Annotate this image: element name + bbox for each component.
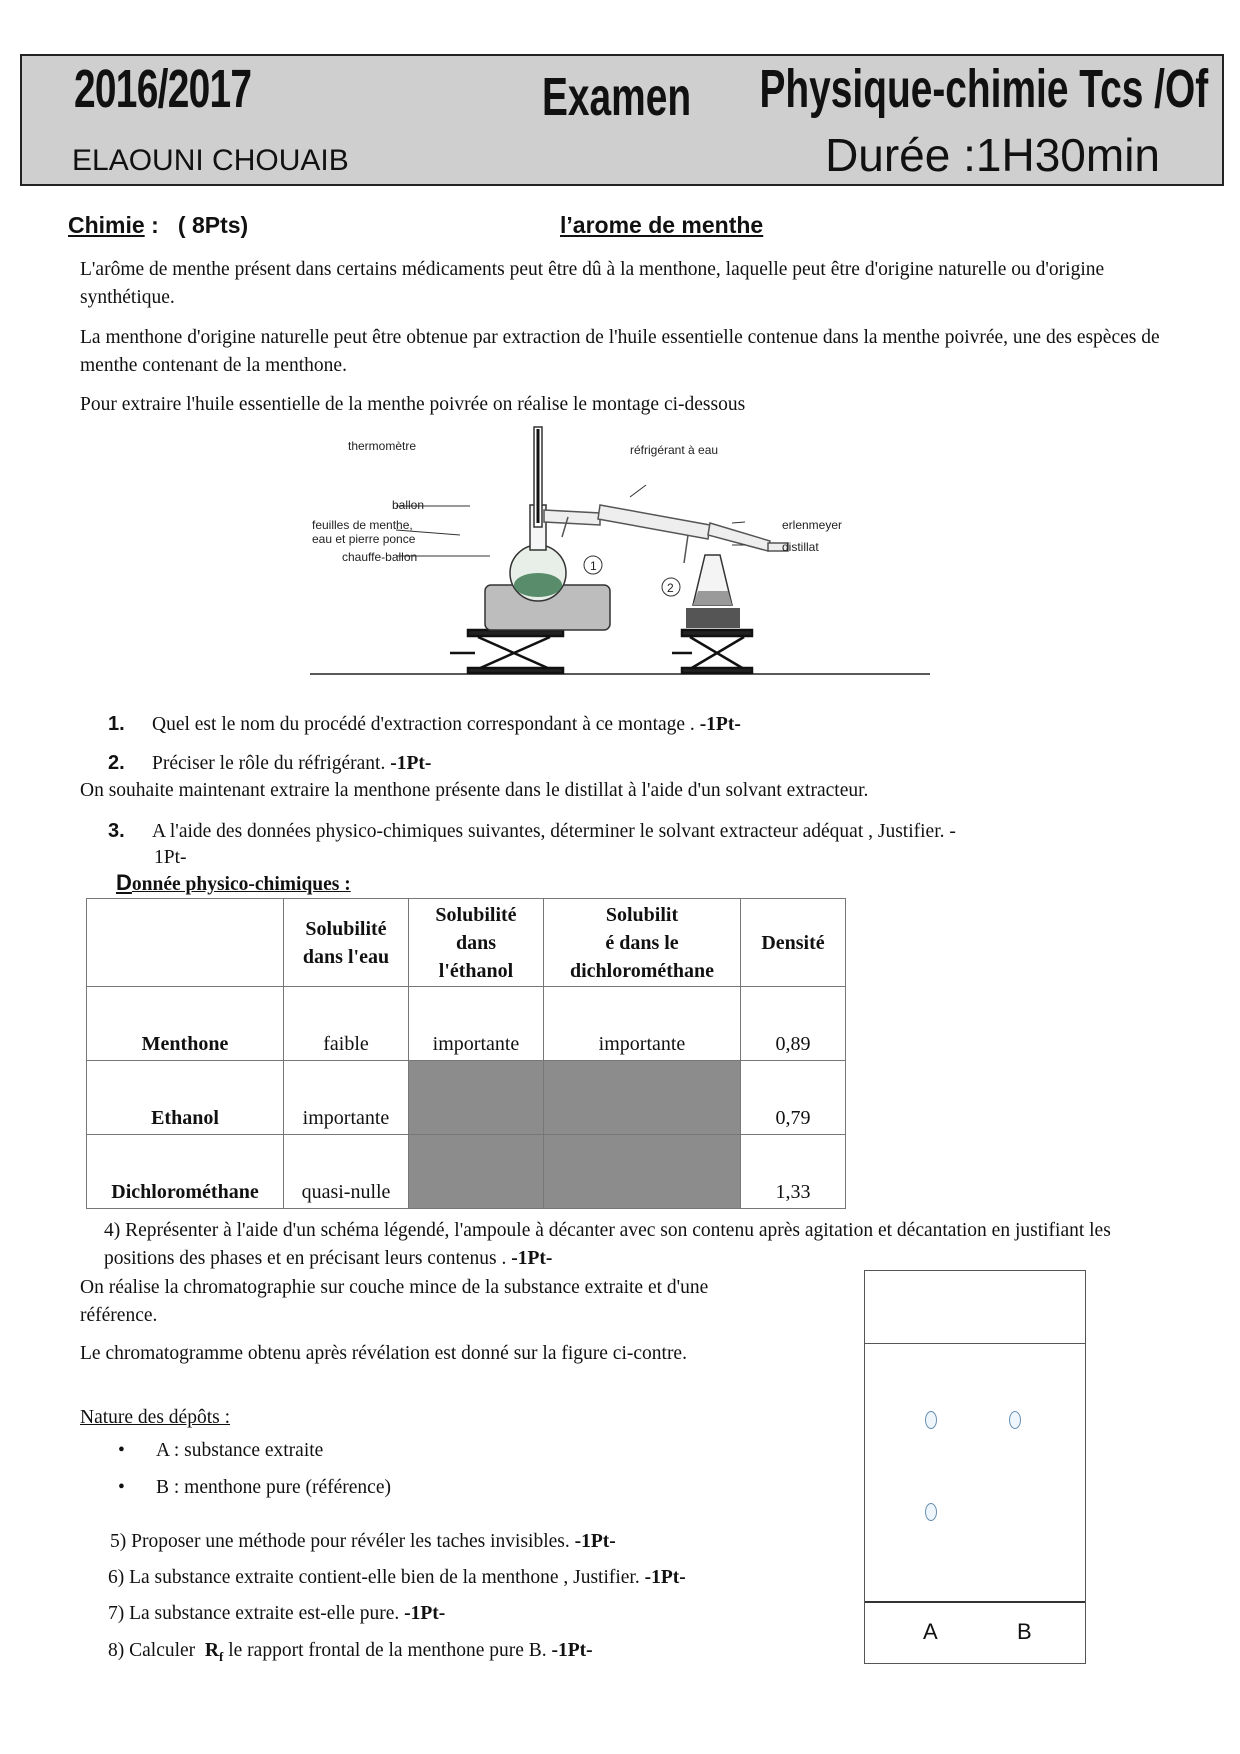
row-header: Ethanol: [87, 1061, 284, 1135]
cell-dichloromethane: importante: [544, 987, 741, 1061]
spot-a-lower: [925, 1503, 937, 1521]
cell-ethanol-shaded: [409, 1061, 544, 1135]
label-refrigerant: réfrigérant à eau: [630, 443, 719, 457]
transition-text: On souhaite maintenant extraire la menthone présente dans le distillat à l'aide d'un solvant extracteur.: [80, 780, 869, 801]
question-4: 4) Représenter à l'aide d'un schéma légendé, l'ampoule à décanter avec son contenu après agitation et décantation en justifiant les positions des phases et en précisant leurs contenus . -1Pt-: [104, 1220, 1111, 1269]
solvent-front-line: [865, 1343, 1085, 1344]
author-name: ELAOUNI CHOUAIB: [72, 144, 349, 177]
distillation-apparatus-figure: [300, 425, 940, 680]
cell-eau: importante: [284, 1061, 409, 1135]
cell-ethanol: importante: [409, 987, 544, 1061]
refrigerant-shape: [544, 505, 788, 563]
bullet-b: •: [118, 1477, 125, 1498]
lane-label-b: B: [1017, 1619, 1032, 1644]
exam-header: [20, 54, 1224, 186]
question-2: 2. Préciser le rôle du réfrigérant. -1Pt-: [108, 752, 432, 774]
col-header-ethanol: Solubilité dans l'éthanol: [409, 899, 544, 987]
subject-title: Physique-chimie Tcs /Of: [759, 59, 1208, 119]
bullet-a: •: [118, 1440, 125, 1461]
cell-dichloromethane-shaded: [544, 1135, 741, 1209]
row-header: Dichlorométhane: [87, 1135, 284, 1209]
col-header-eau: Solubilité dans l'eau: [284, 899, 409, 987]
intro-paragraph-1: L'arôme de menthe présent dans certains médicaments peut être dû à la menthone, laquelle peut être d'origine naturelle ou d'origine synthétique.: [80, 259, 1105, 308]
ccm-paragraph-1: On réalise la chromatographie sur couche mince de la substance extraite et d'une référence.: [80, 1277, 709, 1326]
label-distillat: distillat: [782, 540, 819, 554]
section-label: Chimie: [68, 212, 145, 238]
school-year: 2016/2017: [74, 59, 252, 119]
row-header: Menthone: [87, 987, 284, 1061]
cell-eau: faible: [284, 987, 409, 1061]
label-chauffe-ballon: chauffe-ballon: [342, 550, 418, 564]
spot-a-upper: [925, 1411, 937, 1429]
lab-jack-left: [450, 630, 563, 673]
question-7: 7) La substance extraite est-elle pure. -1Pt-: [108, 1603, 446, 1624]
question-3: 3. A l'aide des données physico-chimiques suivantes, déterminer le solvant extracteur adéquat , Justifier. -: [108, 820, 956, 842]
thermometer-shape: [534, 427, 542, 527]
water-outlet-label: 2: [667, 581, 674, 595]
lane-label-a: A: [923, 1619, 938, 1644]
col-header-dichloromethane: Solubilit é dans le dichlorométhane: [544, 899, 741, 987]
table-caption: Donnée physico-chimiques :: [116, 870, 351, 895]
deposit-b-text: B : menthone pure (référence): [156, 1477, 391, 1498]
chromatogram-plate: [864, 1270, 1086, 1664]
label-thermometre: thermomètre: [348, 439, 417, 453]
cell-ethanol-shaded: [409, 1135, 544, 1209]
physico-chemical-table: [86, 898, 846, 1209]
cell-densite: 1,33: [741, 1135, 846, 1209]
question-5: 5) Proposer une méthode pour révéler les taches invisibles. -1Pt-: [110, 1531, 616, 1552]
cell-densite: 0,89: [741, 987, 846, 1061]
section-points: : ( 8Pts): [144, 212, 249, 238]
table-row: [87, 1061, 846, 1135]
question-8: 8) Calculer $R_f$ le rapport frontal de la menthone pure B. -1Pt-: [108, 1640, 593, 1664]
spot-b: [1009, 1411, 1021, 1429]
deposit-a-text: A : substance extraite: [156, 1440, 324, 1461]
exam-title: Examen: [542, 67, 692, 127]
cell-dichloromethane-shaded: [544, 1061, 741, 1135]
cell-eau: quasi-nulle: [284, 1135, 409, 1209]
label-feuilles-1: feuilles de menthe,: [312, 518, 413, 532]
exam-duration: Durée :1H30min: [825, 129, 1160, 181]
water-inlet-label: 1: [590, 559, 597, 573]
table-corner-cell: [87, 899, 284, 987]
lab-jack-right: [672, 630, 752, 673]
question-6: 6) La substance extraite contient-elle bien de la menthone , Justifier. -1Pt-: [108, 1567, 686, 1588]
label-ballon: ballon: [392, 498, 425, 512]
section-heading: [68, 212, 248, 239]
label-feuilles-2: eau et pierre ponce: [312, 532, 416, 546]
section-topic: l’arome de menthe: [560, 212, 764, 238]
intro-paragraph-3: Pour extraire l'huile essentielle de la menthe poivrée on réalise le montage ci-dessous: [80, 394, 746, 415]
cell-densite: 0,79: [741, 1061, 846, 1135]
intro-paragraph-2: La menthone d'origine naturelle peut être obtenue par extraction de l'huile essentielle contenue dans la menthe poivrée, une des espèces de menthe contenant de la menthone.: [80, 327, 1160, 376]
label-erlenmeyer: erlenmeyer: [782, 518, 843, 532]
table-row: [87, 1135, 846, 1209]
baseline-line: [865, 1601, 1085, 1603]
erlenmeyer-shape: [686, 555, 740, 628]
question-1: 1. Quel est le nom du procédé d'extraction correspondant à ce montage . -1Pt-: [108, 713, 741, 735]
table-header-row: [87, 899, 846, 987]
table-row: [87, 987, 846, 1061]
question-3-points: 1Pt-: [154, 847, 187, 868]
col-header-densite: Densité: [741, 899, 846, 987]
ccm-paragraph-2: Le chromatogramme obtenu après révélation est donné sur la figure ci-contre.: [80, 1343, 687, 1364]
nature-depots-title: Nature des dépôts :: [80, 1407, 231, 1428]
